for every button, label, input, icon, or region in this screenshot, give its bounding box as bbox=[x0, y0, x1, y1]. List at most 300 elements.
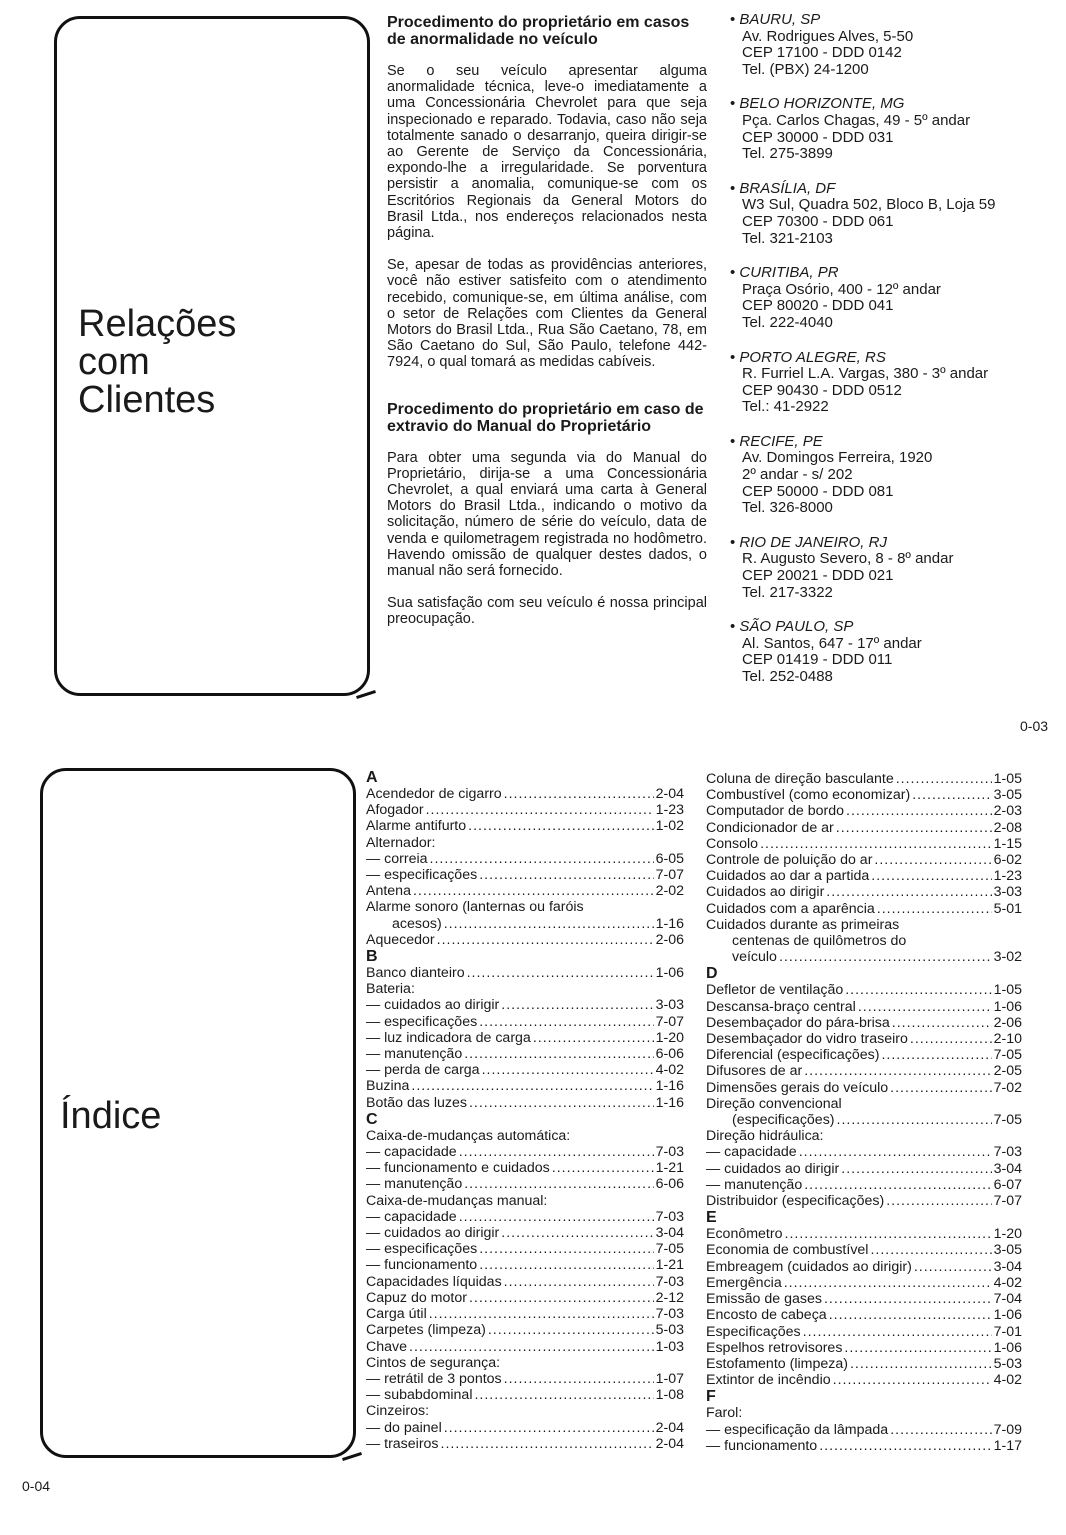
index-entry-label: — especificação da lâmpada bbox=[706, 1421, 889, 1438]
index-entry-label: Afogador bbox=[366, 802, 424, 819]
dot-leader bbox=[444, 1420, 654, 1436]
index-entry bbox=[366, 1046, 684, 1062]
index-entry-page: 6-06 bbox=[655, 1176, 684, 1193]
index-entry-page: 7-07 bbox=[993, 1193, 1022, 1210]
index-entry bbox=[366, 1274, 684, 1290]
index-entry-label: — correia bbox=[366, 850, 428, 867]
index-entry-label: — manutenção bbox=[706, 1176, 803, 1193]
index-entry-label: Economia de combustível bbox=[706, 1242, 869, 1259]
procedures-column bbox=[387, 14, 707, 644]
index-group-label: Direção hidráulica: bbox=[706, 1128, 824, 1145]
dot-leader bbox=[914, 1259, 992, 1275]
index-group-label: Bateria: bbox=[366, 981, 415, 998]
dot-leader bbox=[469, 1290, 654, 1306]
index-entry-page: 2-04 bbox=[655, 1419, 684, 1436]
office-entry bbox=[730, 181, 1050, 247]
index-entry bbox=[706, 884, 1022, 900]
dot-leader bbox=[841, 1161, 991, 1177]
dot-leader bbox=[533, 1030, 654, 1046]
index-entry-label: — capacidade bbox=[366, 1208, 457, 1225]
index-entry-page: 2-12 bbox=[655, 1289, 684, 1306]
index-entry-label: Cuidados ao dirigir bbox=[706, 884, 825, 901]
index-entry bbox=[706, 1340, 1022, 1356]
dot-leader bbox=[501, 997, 653, 1013]
dot-leader bbox=[871, 868, 991, 884]
index-entry-page: 2-06 bbox=[993, 1014, 1022, 1031]
dot-leader bbox=[429, 1306, 654, 1322]
index-entry bbox=[706, 1015, 1022, 1031]
index-group-label: Cuidados durante as primeiras bbox=[706, 916, 900, 933]
index-entry-page: 1-21 bbox=[655, 1257, 684, 1274]
office-address-line: Pça. Carlos Chagas, 49 - 5º andar bbox=[742, 111, 971, 129]
index-entry-page: 7-01 bbox=[993, 1323, 1022, 1340]
paragraph: Para obter uma segunda via do Manual do Proprietário, dirija-se a uma Concessionária Chevrolet, a qual enviará uma carta à General Motors do Brasil Ltda., indicando o motivo da solicitação, número de série do veículo, data de venda e quilometragem registrada no hodômetro. Havendo omissão de qualquer destes dados, o manual não será fornecido. bbox=[387, 449, 707, 580]
dot-leader bbox=[760, 836, 992, 852]
index-entry-page: 3-04 bbox=[655, 1225, 684, 1242]
dot-leader bbox=[803, 1324, 992, 1340]
office-city: • RECIFE, PE bbox=[730, 434, 1050, 451]
index-entry bbox=[706, 1112, 1022, 1128]
index-entry-page: 3-05 bbox=[993, 1242, 1022, 1259]
index-entry-page: 5-03 bbox=[655, 1322, 684, 1339]
index-entry-label: Chave bbox=[366, 1338, 408, 1355]
index-entry bbox=[366, 883, 684, 899]
index-letter-heading: E bbox=[706, 1209, 717, 1227]
index-entry-label: Capuz do motor bbox=[366, 1289, 467, 1306]
index-entry-label: Computador de bordo bbox=[706, 803, 845, 820]
dot-leader bbox=[779, 949, 992, 965]
index-entry bbox=[366, 1387, 684, 1403]
index-group-label: Cinzeiros: bbox=[366, 1403, 430, 1420]
index-entry-page: 1-23 bbox=[993, 868, 1022, 885]
office-entry bbox=[730, 96, 1050, 162]
dot-leader bbox=[504, 1371, 654, 1387]
dot-leader bbox=[430, 851, 654, 867]
office-entry bbox=[730, 12, 1050, 78]
index-letter-heading: F bbox=[706, 1388, 716, 1406]
dot-leader bbox=[886, 1193, 991, 1209]
index-entry-label: — luz indicadora de carga bbox=[366, 1029, 531, 1046]
index-entry-page: 7-05 bbox=[993, 1112, 1022, 1129]
index-entry bbox=[366, 851, 684, 867]
index-group-label: centenas de quilômetros do bbox=[732, 933, 907, 950]
office-address-line: Tel.: 41-2922 bbox=[742, 398, 829, 416]
index-entry bbox=[366, 1160, 684, 1176]
paragraph: Se, apesar de todas as providências anteriores, você não estiver satisfeito com o atendimento recebido, comunique-se, em última análise, com o setor de Relações com Clientes da General Motors do Brasil Ltda., Rua São Caetano, 78, em São Caetano do Sul, São Paulo, telefone 442-7924, o qual tomará as medidas cabíveis. bbox=[387, 257, 707, 371]
index-entry-page: 4-02 bbox=[993, 1372, 1022, 1389]
index-entry bbox=[706, 1226, 1022, 1242]
index-entry-label: Desembaçador do pára-brisa bbox=[706, 1014, 890, 1031]
index-entry-label: Antena bbox=[366, 883, 411, 900]
dot-leader bbox=[850, 1356, 992, 1372]
index-entry-label: Cuidados ao dar a partida bbox=[706, 868, 870, 885]
index-entry-page: 1-06 bbox=[993, 1307, 1022, 1324]
index-entry bbox=[366, 867, 684, 883]
index-entry-label: — funcionamento e cuidados bbox=[366, 1160, 550, 1177]
dot-leader bbox=[829, 1307, 992, 1323]
index-entry bbox=[706, 1356, 1022, 1372]
index-entry-label: Dimensões gerais do veículo bbox=[706, 1079, 889, 1096]
dot-leader bbox=[464, 1046, 653, 1062]
index-entry-page: 1-16 bbox=[655, 1094, 684, 1111]
dot-leader bbox=[479, 867, 653, 883]
index-entry bbox=[706, 1422, 1022, 1438]
dot-leader bbox=[826, 884, 991, 900]
paragraph: Se o seu veículo apresentar alguma anormalidade técnica, leve-o imediatamente a uma Concessionária Chevrolet para que seja inspecionado e reparado. Todavia, caso não seja totalmente sanado o desarranjo, queira dirigir-se ao Gerente de Serviço da Concessionária, expondo-lhe a irregularidade. Se porventura persistir a anomalia, comunique-se com os Escritórios Regionais da General Motors do Brasil Ltda., nos endereços relacionados nesta página. bbox=[387, 63, 707, 242]
title-line: Relações bbox=[78, 303, 237, 345]
index-group-label: Alarme sonoro (lanternas ou faróis bbox=[366, 899, 584, 916]
index-entry-label: Embreagem (cuidados ao dirigir) bbox=[706, 1258, 912, 1275]
index-entry-label: Condicionador de ar bbox=[706, 819, 834, 836]
dot-leader bbox=[819, 1438, 991, 1454]
section-title-indice: Índice bbox=[60, 1095, 162, 1137]
index-entry-page: 1-07 bbox=[655, 1370, 684, 1387]
index-entry-label: — especificações bbox=[366, 867, 478, 884]
index-entry-page: 7-03 bbox=[655, 1306, 684, 1323]
dot-leader bbox=[411, 1078, 653, 1094]
dot-leader bbox=[890, 1080, 991, 1096]
index-entry-label: — cuidados ao dirigir bbox=[366, 1225, 500, 1242]
index-entry-page: 1-06 bbox=[993, 998, 1022, 1015]
office-address-line: 2º andar - s/ 202 bbox=[742, 466, 853, 484]
dot-leader bbox=[479, 1241, 653, 1257]
index-entry bbox=[366, 997, 684, 1013]
index-entry-page: 1-05 bbox=[993, 982, 1022, 999]
index-entry bbox=[366, 1209, 684, 1225]
index-entry bbox=[366, 1014, 684, 1030]
index-entry bbox=[706, 1080, 1022, 1096]
index-entry-page: 7-05 bbox=[993, 1047, 1022, 1064]
index-entry bbox=[366, 1322, 684, 1338]
index-entry-page: 1-20 bbox=[993, 1226, 1022, 1243]
index-entry-page: 3-04 bbox=[993, 1258, 1022, 1275]
index-entry-label: Acendedor de cigarro bbox=[366, 786, 502, 802]
dot-leader bbox=[437, 932, 654, 948]
index-entry-label: Diferencial (especificações) bbox=[706, 1047, 880, 1064]
index-entry bbox=[366, 802, 684, 818]
dot-leader bbox=[836, 820, 992, 836]
index-entry bbox=[366, 1095, 684, 1111]
index-entry-label: Emergência bbox=[706, 1274, 782, 1291]
dot-leader bbox=[459, 1144, 654, 1160]
dot-leader bbox=[501, 1225, 653, 1241]
page-number: 0-03 bbox=[1020, 718, 1049, 734]
dot-leader bbox=[874, 852, 991, 868]
dot-leader bbox=[870, 1242, 991, 1258]
index-entry bbox=[366, 1290, 684, 1306]
index-entry bbox=[366, 818, 684, 834]
office-city: • BELO HORIZONTE, MG bbox=[730, 96, 1050, 113]
index-entry bbox=[366, 932, 684, 948]
index-entry-page: 2-06 bbox=[655, 931, 684, 948]
dot-leader bbox=[804, 1177, 991, 1193]
index-entry-page: 3-03 bbox=[993, 884, 1022, 901]
index-entry-page: 4-02 bbox=[655, 1062, 684, 1079]
index-entry bbox=[706, 771, 1022, 787]
index-entry bbox=[366, 1306, 684, 1322]
index-entry-label: — capacidade bbox=[366, 1144, 457, 1161]
index-entry-page: 7-03 bbox=[655, 1144, 684, 1161]
index-entry-label: — retrátil de 3 pontos bbox=[366, 1370, 502, 1387]
index-entry bbox=[706, 1177, 1022, 1193]
index-entry bbox=[706, 1307, 1022, 1323]
office-address-line: Tel. 217-3322 bbox=[742, 583, 833, 601]
dot-leader bbox=[892, 1015, 992, 1031]
index-entry-page: 1-08 bbox=[655, 1387, 684, 1404]
index-entry-label: Econômetro bbox=[706, 1226, 783, 1243]
index-entry-label: — cuidados ao dirigir bbox=[366, 997, 500, 1014]
index-entry-label: — perda de carga bbox=[366, 1062, 480, 1079]
index-entry-label: — do painel bbox=[366, 1419, 442, 1436]
dot-leader bbox=[785, 1226, 992, 1242]
index-entry bbox=[706, 901, 1022, 917]
index-entry-page: 1-15 bbox=[993, 835, 1022, 852]
index-entry-label: Cuidados com a aparência bbox=[706, 900, 875, 917]
index-group-label: Caixa-de-mudanças manual: bbox=[366, 1192, 548, 1209]
dot-leader bbox=[846, 803, 992, 819]
index-entry bbox=[706, 868, 1022, 884]
office-address-line: Av. Domingos Ferreira, 1920 bbox=[742, 449, 933, 467]
index-group-label: Caixa-de-mudanças automática: bbox=[366, 1127, 571, 1144]
index-entry bbox=[366, 1030, 684, 1046]
office-city: • SÃO PAULO, SP bbox=[730, 619, 1050, 636]
index-entry bbox=[366, 1241, 684, 1257]
section-heading: Procedimento do proprietário em caso de extravio do Manual do Proprietário bbox=[387, 400, 704, 435]
dot-leader bbox=[837, 1112, 992, 1128]
dot-leader bbox=[409, 1339, 654, 1355]
index-entry-label: — capacidade bbox=[706, 1144, 797, 1161]
index-column-2 bbox=[706, 771, 1022, 1454]
index-entry-page: 2-05 bbox=[993, 1063, 1022, 1080]
index-entry-label: — manutenção bbox=[366, 1176, 463, 1193]
index-entry bbox=[706, 999, 1022, 1015]
index-entry-page: 6-06 bbox=[655, 1046, 684, 1063]
dot-leader bbox=[912, 787, 991, 803]
index-entry bbox=[366, 1062, 684, 1078]
dot-leader bbox=[464, 1176, 653, 1192]
office-address-line: CEP 01419 - DDD 011 bbox=[742, 651, 893, 669]
office-city: • BAURU, SP bbox=[730, 12, 1050, 29]
dot-leader bbox=[858, 999, 992, 1015]
index-entry-label: — subabdominal bbox=[366, 1387, 473, 1404]
paragraph: Sua satisfação com seu veículo é nossa principal preocupação. bbox=[387, 595, 707, 628]
index-entry bbox=[706, 1193, 1022, 1209]
index-entry bbox=[366, 1225, 684, 1241]
index-entry-label: Botão das luzes bbox=[366, 1094, 467, 1111]
office-address-line: Praça Osório, 400 - 12º andar bbox=[742, 280, 941, 298]
office-address-line: CEP 50000 - DDD 081 bbox=[742, 482, 894, 500]
regional-offices-list bbox=[730, 12, 1050, 704]
index-entry-page: 3-04 bbox=[993, 1160, 1022, 1177]
office-address-line: Tel. 222-4040 bbox=[742, 313, 833, 331]
index-entry bbox=[706, 1275, 1022, 1291]
index-entry-page: 1-05 bbox=[993, 771, 1022, 787]
index-entry bbox=[706, 1324, 1022, 1340]
office-city: • RIO DE JANEIRO, RJ bbox=[730, 535, 1050, 552]
office-entry bbox=[730, 350, 1050, 416]
index-entry-page: 2-04 bbox=[655, 1435, 684, 1452]
index-entry bbox=[366, 1420, 684, 1436]
index-entry-page: 2-04 bbox=[655, 786, 684, 802]
index-entry bbox=[366, 1436, 684, 1452]
index-letter-heading: A bbox=[366, 769, 378, 786]
office-address-line: Tel. 326-8000 bbox=[742, 499, 833, 517]
index-entry-label: Alarme antifurto bbox=[366, 818, 467, 835]
index-entry-label: Coluna de direção basculante bbox=[706, 771, 894, 787]
index-entry-label: Carpetes (limpeza) bbox=[366, 1322, 486, 1339]
dot-leader bbox=[468, 818, 653, 834]
title-line: Clientes bbox=[78, 379, 216, 421]
index-entry-page: 1-17 bbox=[993, 1437, 1022, 1454]
index-entry-label: Combustível (como economizar) bbox=[706, 787, 911, 804]
index-entry bbox=[706, 1291, 1022, 1307]
index-entry-page: 7-04 bbox=[993, 1291, 1022, 1308]
index-entry bbox=[366, 1371, 684, 1387]
index-entry-label: Encosto de cabeça bbox=[706, 1307, 827, 1324]
dot-leader bbox=[467, 965, 654, 981]
index-group-label: Alternador: bbox=[366, 834, 436, 851]
index-entry-page: 7-05 bbox=[655, 1241, 684, 1258]
index-entry bbox=[366, 786, 684, 802]
index-entry bbox=[706, 1144, 1022, 1160]
index-entry-page: 7-09 bbox=[993, 1421, 1022, 1438]
index-entry-label: — cuidados ao dirigir bbox=[706, 1160, 840, 1177]
office-entry bbox=[730, 619, 1050, 685]
index-entry-page: 1-21 bbox=[655, 1160, 684, 1177]
dot-leader bbox=[844, 1340, 991, 1356]
index-entry bbox=[366, 1257, 684, 1273]
index-entry-page: 1-02 bbox=[655, 818, 684, 835]
office-address-line: Tel. 321-2103 bbox=[742, 229, 833, 247]
index-entry-page: 3-05 bbox=[993, 787, 1022, 804]
office-address-line: Tel. (PBX) 24-1200 bbox=[742, 60, 869, 78]
dot-leader bbox=[504, 786, 654, 802]
office-address-line: Tel. 275-3899 bbox=[742, 145, 833, 163]
office-address-line: CEP 80020 - DDD 041 bbox=[742, 297, 894, 315]
index-entry-label: Consolo bbox=[706, 835, 759, 852]
dot-leader bbox=[845, 982, 991, 998]
office-entry bbox=[730, 535, 1050, 601]
dot-leader bbox=[799, 1144, 992, 1160]
index-entry-label: Carga útil bbox=[366, 1306, 427, 1323]
dot-leader bbox=[784, 1275, 992, 1291]
index-letter-heading: C bbox=[366, 1110, 378, 1128]
index-entry-label: acesos) bbox=[392, 915, 442, 932]
index-entry bbox=[366, 965, 684, 981]
index-entry bbox=[366, 916, 684, 932]
office-address-line: CEP 30000 - DDD 031 bbox=[742, 128, 894, 146]
index-entry-page: 6-05 bbox=[655, 850, 684, 867]
index-entry-page: 6-07 bbox=[993, 1176, 1022, 1193]
office-address-line: W3 Sul, Quadra 502, Bloco B, Loja 59 bbox=[742, 196, 996, 214]
index-group-label: Direção convencional bbox=[706, 1095, 842, 1112]
index-entry-label: Estofamento (limpeza) bbox=[706, 1355, 848, 1372]
index-entry bbox=[366, 1144, 684, 1160]
dot-leader bbox=[426, 802, 654, 818]
index-entry-page: 3-02 bbox=[993, 949, 1022, 966]
index-entry bbox=[706, 803, 1022, 819]
dot-leader bbox=[833, 1372, 992, 1388]
index-entry bbox=[706, 1161, 1022, 1177]
index-entry-page: 7-07 bbox=[655, 1013, 684, 1030]
office-entry bbox=[730, 265, 1050, 331]
index-entry-label: Controle de poluição do ar bbox=[706, 852, 873, 869]
index-entry bbox=[706, 1372, 1022, 1388]
index-entry-page: 2-03 bbox=[993, 803, 1022, 820]
section-heading: Procedimento do proprietário em casos de anormalidade no veículo bbox=[387, 14, 690, 48]
index-entry-page: 1-06 bbox=[655, 965, 684, 982]
index-entry bbox=[706, 1063, 1022, 1079]
index-entry bbox=[706, 1047, 1022, 1063]
index-entry bbox=[706, 852, 1022, 868]
index-entry-page: 2-02 bbox=[655, 883, 684, 900]
office-address-line: CEP 70300 - DDD 061 bbox=[742, 212, 894, 230]
index-group-label: Farol: bbox=[706, 1405, 743, 1422]
office-address-line: Av. Rodrigues Alves, 5-50 bbox=[742, 27, 914, 45]
index-entry-page: 4-02 bbox=[993, 1274, 1022, 1291]
index-entry-page: 5-01 bbox=[993, 900, 1022, 917]
index-entry-page: 1-03 bbox=[655, 1338, 684, 1355]
index-entry-label: — manutenção bbox=[366, 1046, 463, 1063]
office-address-line: CEP 90430 - DDD 0512 bbox=[742, 381, 902, 399]
index-entry-label: Aquecedor bbox=[366, 931, 435, 948]
dot-leader bbox=[824, 1291, 992, 1307]
index-entry-label: Espelhos retrovisores bbox=[706, 1339, 843, 1356]
index-entry bbox=[366, 1339, 684, 1355]
office-address-line: R. Furriel L.A. Vargas, 380 - 3º andar bbox=[742, 365, 989, 383]
dot-leader bbox=[488, 1322, 654, 1338]
dot-leader bbox=[877, 901, 992, 917]
title-line: com bbox=[78, 341, 150, 383]
index-entry bbox=[706, 1242, 1022, 1258]
index-entry bbox=[706, 836, 1022, 852]
index-entry bbox=[706, 1031, 1022, 1047]
index-entry-label: — funcionamento bbox=[366, 1257, 478, 1274]
office-address-line: Tel. 252-0488 bbox=[742, 668, 833, 685]
dot-leader bbox=[910, 1031, 992, 1047]
office-city: • CURITIBA, PR bbox=[730, 265, 1050, 282]
index-entry-label: — especificações bbox=[366, 1013, 478, 1030]
dot-leader bbox=[459, 1209, 654, 1225]
index-entry-label: — funcionamento bbox=[706, 1437, 818, 1454]
index-entry-label: — especificações bbox=[366, 1241, 478, 1258]
index-entry-page: 7-03 bbox=[655, 1273, 684, 1290]
index-entry bbox=[706, 1438, 1022, 1454]
index-entry bbox=[366, 1176, 684, 1192]
office-entry bbox=[730, 434, 1050, 517]
dot-leader bbox=[413, 883, 654, 899]
dot-leader bbox=[474, 1387, 653, 1403]
index-entry-label: Emissão de gases bbox=[706, 1291, 822, 1308]
index-letter-heading: D bbox=[706, 965, 718, 983]
index-entry-label: Extintor de incêndio bbox=[706, 1372, 831, 1389]
index-entry bbox=[706, 949, 1022, 965]
index-entry-page: 7-03 bbox=[993, 1144, 1022, 1161]
dot-leader bbox=[552, 1160, 654, 1176]
index-entry-page: 7-03 bbox=[655, 1208, 684, 1225]
office-address-line: R. Augusto Severo, 8 - 8º andar bbox=[742, 550, 954, 568]
index-entry-label: Capacidades líquidas bbox=[366, 1273, 502, 1290]
index-column-1 bbox=[366, 769, 684, 1452]
index-entry bbox=[706, 820, 1022, 836]
dot-leader bbox=[881, 1047, 991, 1063]
index-entry-page: 1-16 bbox=[655, 915, 684, 932]
office-address-line: Al. Santos, 647 - 17º andar bbox=[742, 634, 922, 652]
section-title-relacoes bbox=[78, 305, 236, 419]
index-entry-page: 2-08 bbox=[993, 819, 1022, 836]
index-entry-page: 1-23 bbox=[655, 802, 684, 819]
index-entry-label: Difusores de ar bbox=[706, 1063, 803, 1080]
